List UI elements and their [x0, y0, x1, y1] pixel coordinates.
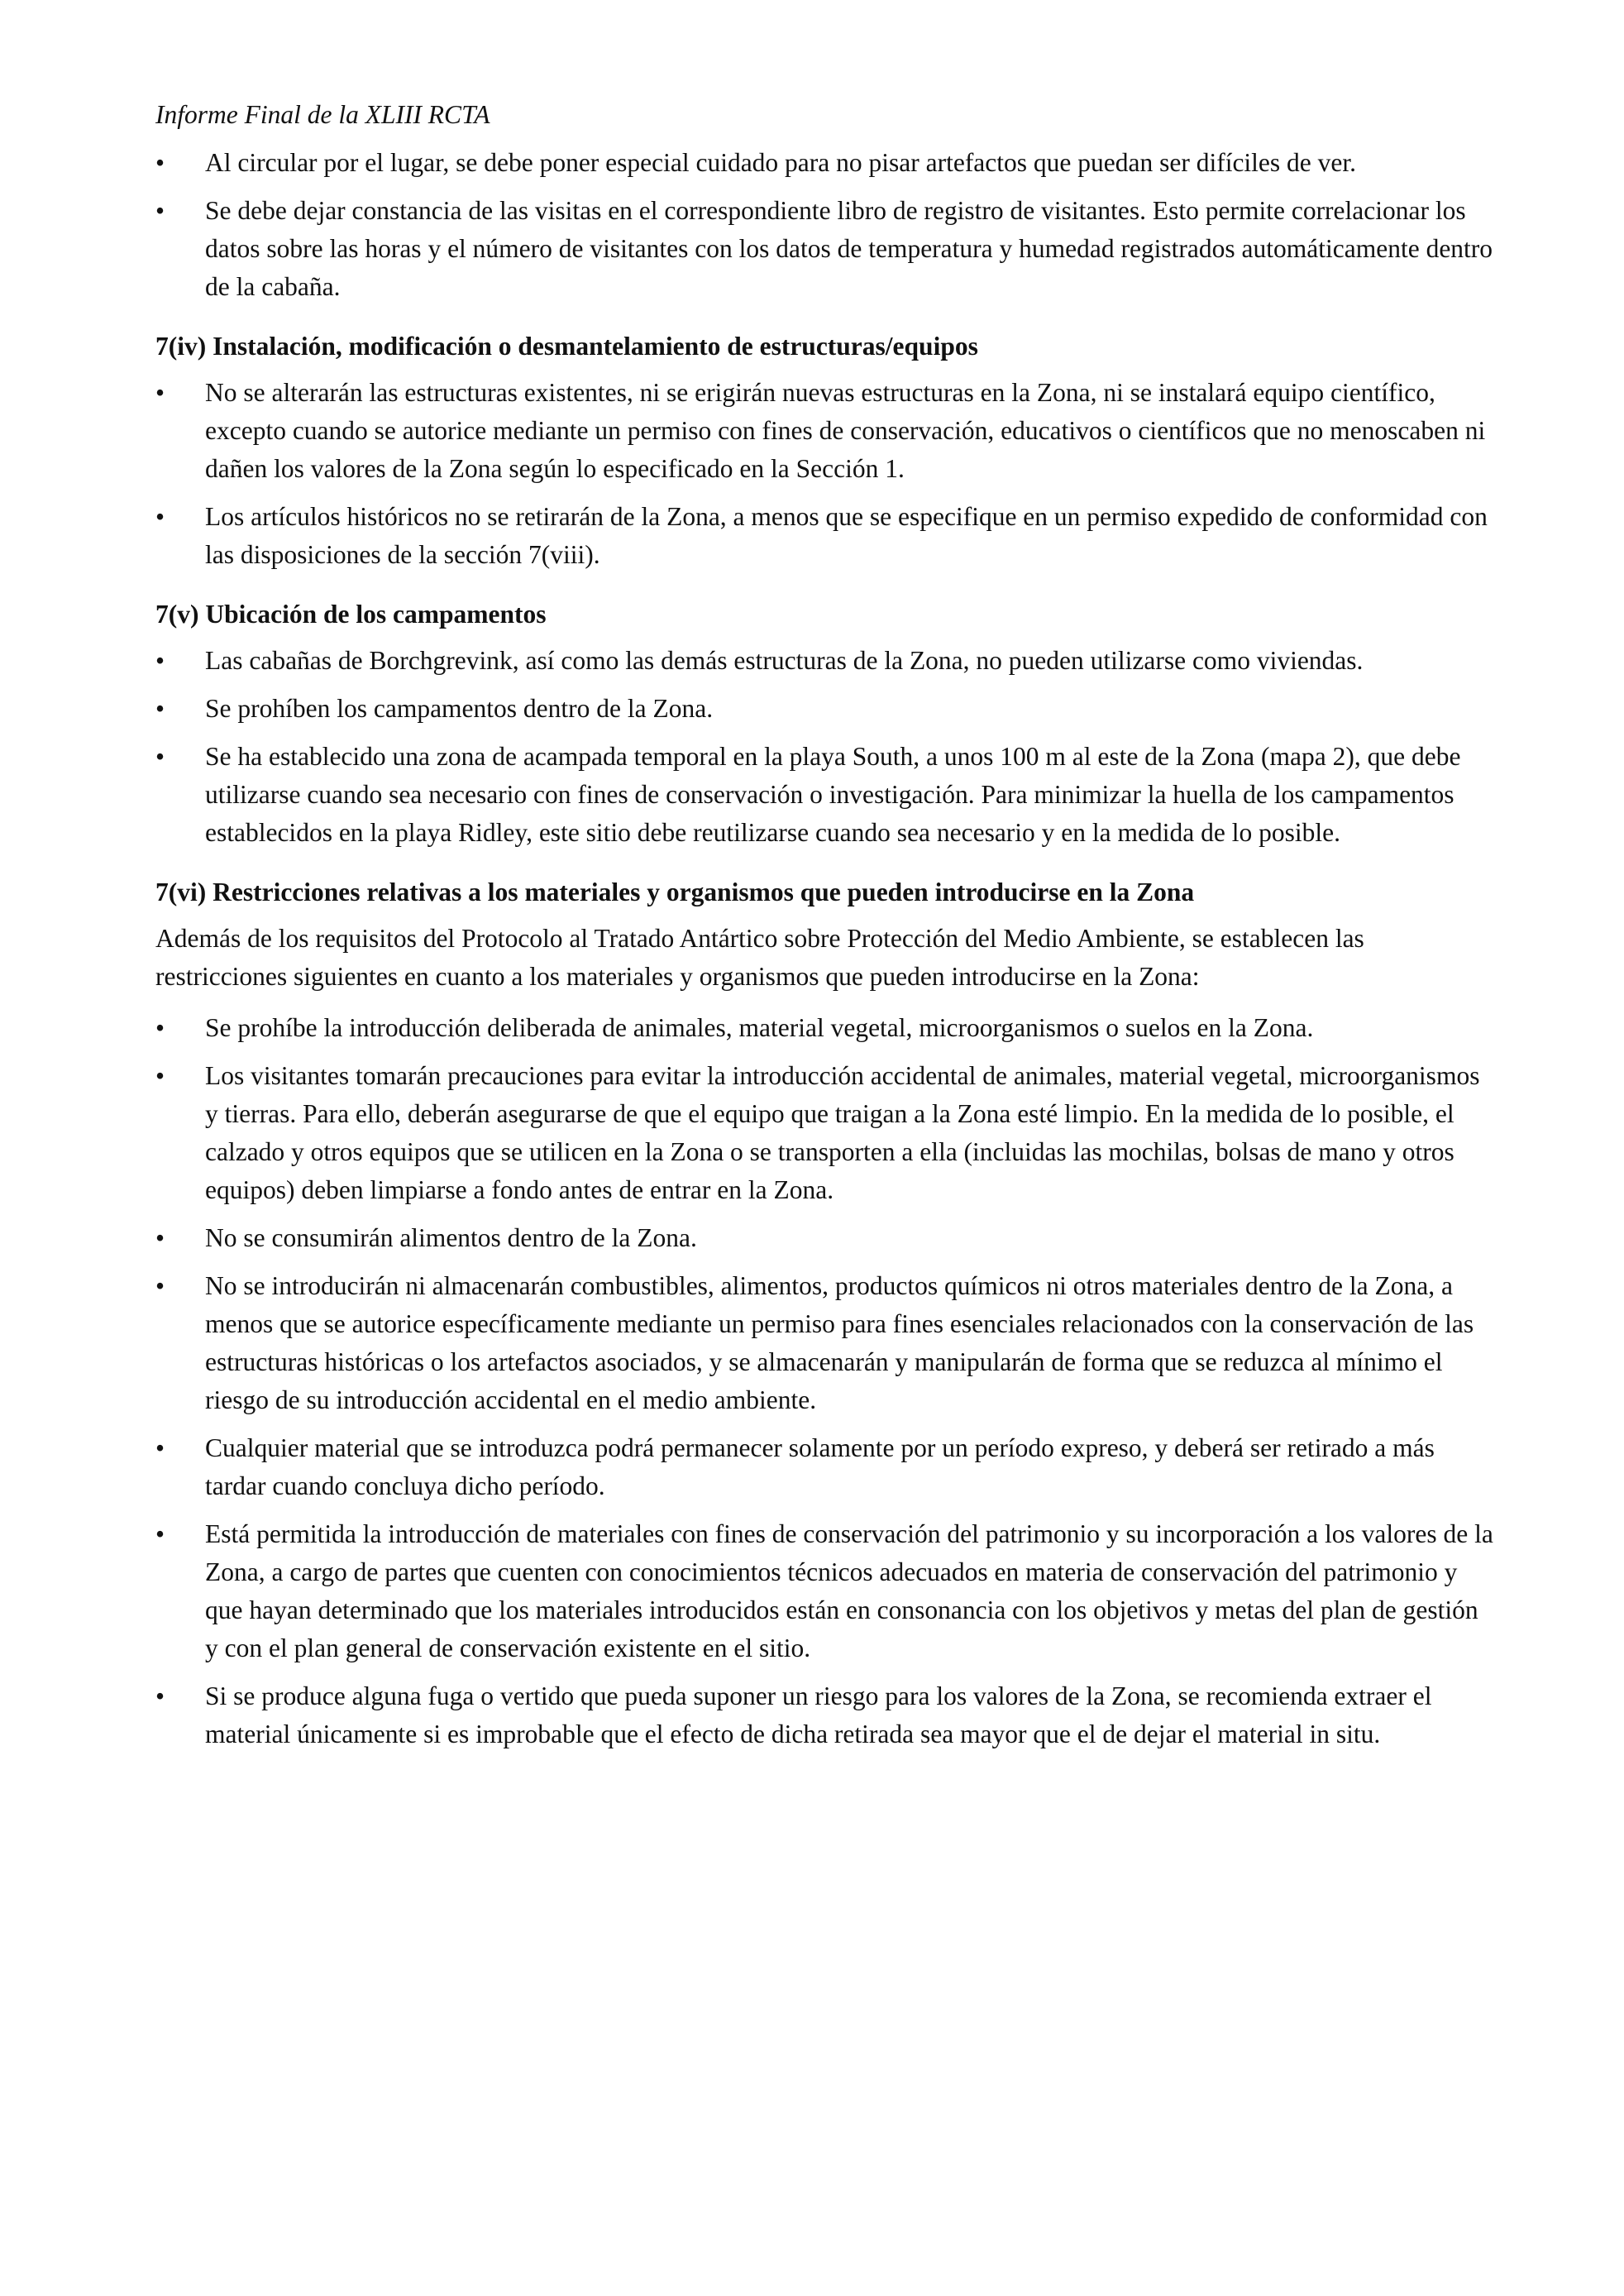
list-item — [155, 690, 1495, 728]
bullet-icon: • — [155, 1061, 165, 1090]
list-item-text: Se ha establecido una zona de acampada temporal en la playa South, a unos 100 m al este de la Zona (mapa 2), que debe utilizarse cuando sea necesario con fines de conservación o investigación. Para minimizar la huella de los campamentos establecidos en la playa Ridley, este sitio debe reutilizarse cuando sea necesario y en la medida de lo posible. — [205, 742, 1461, 847]
section-heading-iv: 7(iv) Instalación, modificación o desmantelamiento de estructuras/equipos — [155, 332, 978, 361]
list-item — [155, 1219, 1495, 1257]
document-page — [155, 96, 1495, 1763]
bullet-icon: • — [155, 1013, 165, 1042]
list-item-text: No se alterarán las estructuras existentes, ni se erigirán nuevas estructuras en la Zona, ni se instalará equipo científico, excepto cuando se autorice mediante un permiso con fines de conservación, educativos o científicos que no menoscaben ni dañen los valores de la Zona según lo especificado en la Sección 1. — [205, 378, 1486, 483]
bullet-icon: • — [155, 1271, 165, 1300]
list-item-text: Los artículos históricos no se retirarán de la Zona, a menos que se especifique en un permiso expedido de conformidad con las disposiciones de la sección 7(viii). — [205, 502, 1488, 569]
list-item — [155, 1429, 1495, 1505]
section-vi-paragraph: Además de los requisitos del Protocolo al Tratado Antártico sobre Protección del Medio Ambiente, se establecen las restricciones siguientes en cuanto a los materiales y organismos que pueden introducirse en la Zona: — [155, 924, 1364, 991]
list-item-text: Se prohíben los campamentos dentro de la Zona. — [205, 694, 714, 723]
bullet-icon: • — [155, 148, 165, 177]
list-item-text: Las cabañas de Borchgrevink, así como las demás estructuras de la Zona, no pueden utilizarse como viviendas. — [205, 646, 1364, 675]
section-v-bullet-list — [155, 642, 1495, 852]
section-heading-vi: 7(vi) Restricciones relativas a los materiales y organismos que pueden introducirse en la Zona — [155, 878, 1195, 906]
bullet-icon: • — [155, 196, 165, 225]
list-item — [155, 374, 1495, 488]
list-item-text: Está permitida la introducción de materiales con fines de conservación del patrimonio y su incorporación a los valores de la Zona, a cargo de partes que cuenten con conocimientos técnicos adecuados en materia de conservación del patrimonio y que hayan determinado que los materiales introducidos están en consonancia con los objetivos y metas del plan de gestión y con el plan general de conservación existente en el sitio. — [205, 1519, 1493, 1662]
list-item-text: Los visitantes tomarán precauciones para evitar la introducción accidental de animales, material vegetal, microorganismos y tierras. Para ello, deberán asegurarse de que el equipo que traigan a la Zona esté limpio. En la medida de lo posible, el calzado y otros equipos que se utilicen en la Zona o se transporten a ella (incluidas las mochilas, bolsas de mano y otros equipos) deben limpiarse a fondo antes de entrar en la Zona. — [205, 1061, 1480, 1204]
list-item-text: Al circular por el lugar, se debe poner especial cuidado para no pisar artefactos que puedan ser difíciles de ver. — [205, 148, 1357, 177]
list-item — [155, 144, 1495, 182]
list-item-text: No se consumirán alimentos dentro de la Zona. — [205, 1223, 697, 1252]
bullet-icon: • — [155, 1433, 165, 1462]
bullet-icon: • — [155, 502, 165, 531]
bullet-icon: • — [155, 646, 165, 675]
bullet-icon: • — [155, 1681, 165, 1710]
bullet-icon: • — [155, 694, 165, 723]
list-item-text: Cualquier material que se introduzca podrá permanecer solamente por un período expreso, y deberá ser retirado a más tardar cuando concluya dicho período. — [205, 1433, 1435, 1500]
list-item — [155, 1009, 1495, 1047]
list-item-text: No se introducirán ni almacenarán combustibles, alimentos, productos químicos ni otros materiales dentro de la Zona, a menos que se autorice específicamente mediante un permiso para fines esenciales relacionados con la conservación de las estructuras históricas o los artefactos asociados, y se almacenarán y manipularán de forma que se reduzca al mínimo el riesgo de su introducción accidental en el medio ambiente. — [205, 1271, 1474, 1414]
list-item — [155, 642, 1495, 680]
list-item — [155, 1267, 1495, 1419]
bullet-icon: • — [155, 1223, 165, 1252]
list-item — [155, 192, 1495, 306]
list-item — [155, 738, 1495, 852]
list-item-text: Si se produce alguna fuga o vertido que pueda suponer un riesgo para los valores de la Zona, se recomienda extraer el material únicamente si es improbable que el efecto de dicha retirada sea mayor que el de dejar el material in situ. — [205, 1681, 1432, 1748]
intro-bullet-list — [155, 144, 1495, 306]
list-item — [155, 1057, 1495, 1209]
list-item — [155, 498, 1495, 574]
section-heading-v: 7(v) Ubicación de los campamentos — [155, 600, 547, 629]
bullet-icon: • — [155, 1519, 165, 1548]
list-item-text: Se prohíbe la introducción deliberada de animales, material vegetal, microorganismos o suelos en la Zona. — [205, 1013, 1314, 1042]
bullet-icon: • — [155, 742, 165, 771]
section-vi-bullet-list — [155, 1009, 1495, 1753]
list-item — [155, 1677, 1495, 1753]
section-iv-bullet-list — [155, 374, 1495, 574]
list-item — [155, 1515, 1495, 1667]
list-item-text: Se debe dejar constancia de las visitas en el correspondiente libro de registro de visitantes. Esto permite correlacionar los datos sobre las horas y el número de visitantes con los datos de temperatura y humedad registrados automáticamente dentro de la cabaña. — [205, 196, 1493, 301]
running-header: Informe Final de la XLIII RCTA — [155, 100, 490, 129]
bullet-icon: • — [155, 378, 165, 407]
